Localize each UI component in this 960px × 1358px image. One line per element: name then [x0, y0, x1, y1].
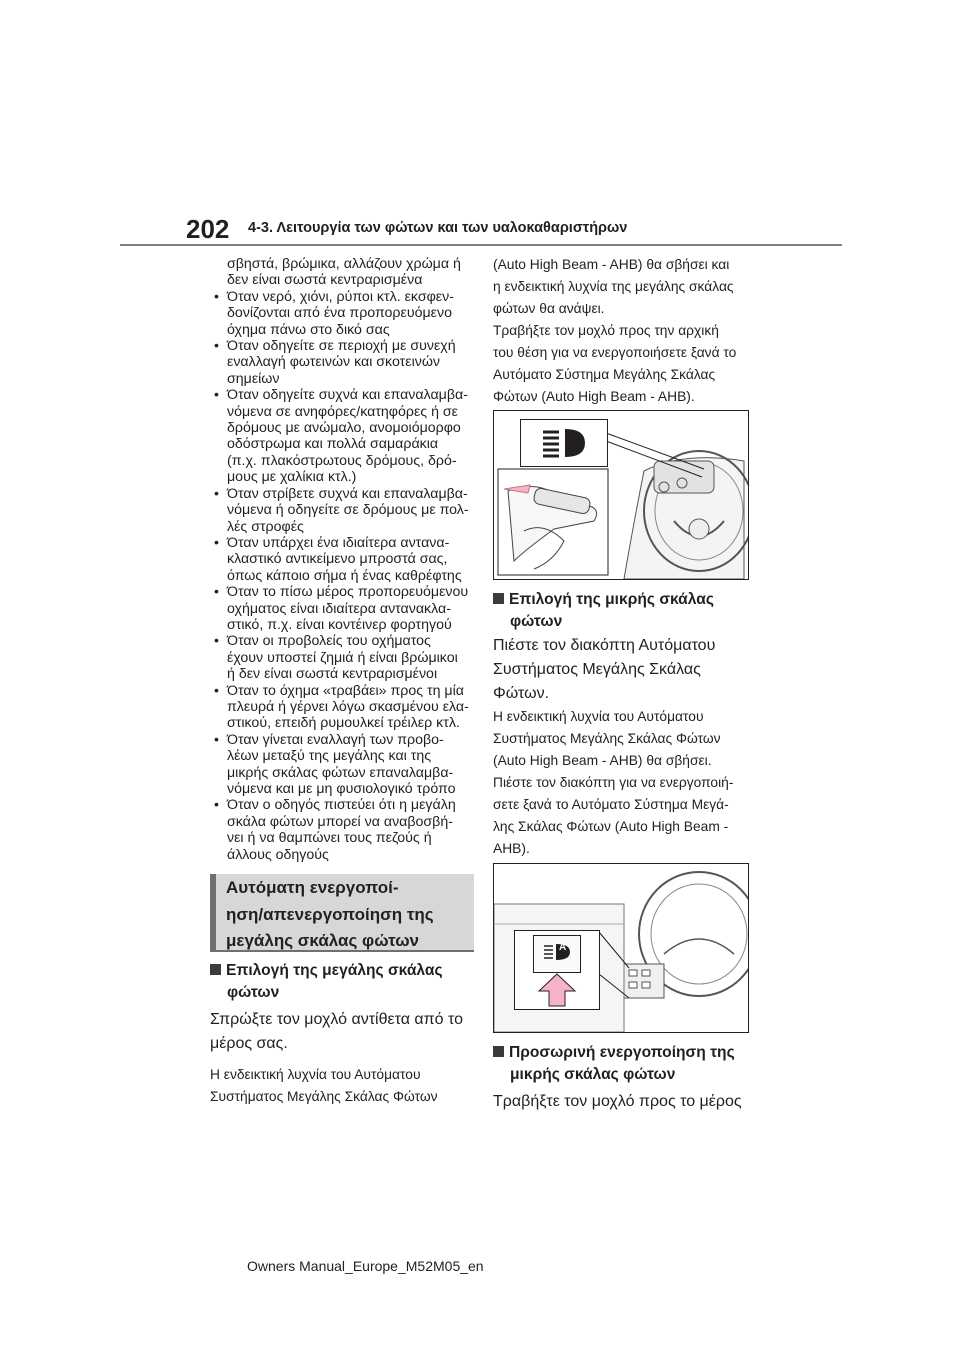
text-line: Συστήματος Μεγάλης Σκάλας Φώτων	[493, 731, 721, 746]
text-line: Σπρώξτε τον μοχλό αντίθετα από το	[210, 1011, 464, 1028]
text-line: στικό, π.χ. είναι κοντέινερ φορτηγού	[227, 616, 452, 633]
text-line: νόμενα και με μη φυσιολογικό τρόπο	[227, 781, 456, 797]
press-arrow-icon	[537, 973, 577, 1007]
text-line: Συστήματος Μεγάλης Σκάλας	[493, 661, 701, 678]
text-line: • Όταν νερό, χιόνι, ρύποι κτλ. εκσφεν-	[227, 288, 454, 305]
text-line: Η ενδεικτική λυχνία του Αυτόματου	[493, 709, 704, 724]
list-item	[210, 732, 472, 798]
text-line: η ενδεικτική λυχνία της μεγάλης σκάλας	[493, 279, 734, 294]
text-line: Η ενδεικτική λυχνία του Αυτόματου	[210, 1067, 421, 1082]
text-line: όπως κάποιο σήμα ή ένας καθρέφτης	[227, 567, 462, 584]
text-line: κλαστικό αντικείμενο μπροστά σας,	[227, 551, 448, 568]
header-rule	[120, 244, 842, 246]
text-line: έχουν υποστεί ζημιά ή είναι βρώμικοι	[227, 649, 458, 666]
text-line: μικρής σκάλας φώτων επαναλαμβα-	[227, 764, 454, 781]
subheading-line: Επιλογή της μεγάλης σκάλας	[226, 962, 443, 979]
ahb-switch-box	[514, 930, 600, 1010]
text-line: (Auto High Beam - AHB) θα σβήσει και	[493, 257, 730, 272]
text-line: Τραβήξτε τον μοχλό προς το μέρος	[493, 1093, 742, 1110]
list-item	[210, 797, 472, 863]
text-line: AHB).	[493, 841, 530, 856]
text-line: πλευρά ή γέρνει λόγω σκασμένου ελα-	[227, 698, 469, 715]
list-item	[210, 683, 472, 732]
subheading-line: μικρής σκάλας φώτων	[510, 1066, 676, 1083]
text-line: οχήματος είναι ιδιαίτερα αντανακλα-	[227, 600, 451, 617]
instruction-push-lever	[210, 1008, 472, 1056]
figure-ahb-switch	[493, 863, 749, 1033]
text-line: σημείων	[227, 370, 280, 387]
text-line: Πιέστε τον διακόπτη Αυτόματου	[493, 637, 716, 654]
text-line: μους με χαλίκια κτλ.)	[227, 469, 357, 486]
list-item	[210, 387, 472, 485]
high-beam-indicator-box	[520, 419, 608, 467]
square-bullet-icon	[210, 964, 221, 975]
section-heading-line: Αυτόματη ενεργοποί-	[226, 878, 399, 897]
chapter-title: 4-3. Λειτουργία των φώτων και των υαλοκαθαριστήρων	[248, 220, 628, 236]
text-line: δεν είναι σωστά κεντραρισμένα	[227, 272, 423, 289]
text-line: • Όταν οι προβολείς του οχήματος	[227, 633, 431, 650]
list-item	[210, 584, 472, 633]
note-indicator	[210, 1064, 472, 1108]
text-line: • Όταν γίνεται εναλλαγή των προβο-	[227, 731, 444, 748]
subheading-line: Επιλογή της μικρής σκάλας	[509, 591, 714, 608]
continued-text	[210, 256, 472, 289]
note-indicator-off	[493, 706, 763, 772]
text-line: άλλους οδηγούς	[227, 846, 329, 863]
list-item	[210, 633, 472, 682]
text-line: νόμενα σε ανηφόρες/κατηφόρες ή σε	[227, 403, 458, 420]
text-line: οδόστρωμα και πολλά σαμαράκια	[227, 436, 439, 453]
subheading-high-beam	[210, 960, 472, 1004]
list-item	[210, 486, 472, 535]
list-item	[210, 535, 472, 584]
text-line: • Όταν οδηγείτε συχνά και επαναλαμβα-	[227, 387, 468, 404]
condition-list	[210, 289, 472, 863]
text-line: Τραβήξτε τον μοχλό προς την αρχική	[493, 323, 719, 338]
figure-lever-illustration	[493, 410, 749, 580]
text-line: • Όταν στρίβετε συχνά και επαναλαμβα-	[227, 485, 468, 502]
text-line: σετε ξανά το Αυτόματο Σύστημα Μεγά-	[493, 797, 729, 812]
text-line: σβηστά, βρώμικα, αλλάζουν χρώμα ή	[227, 256, 461, 272]
text-line: μέρος σας.	[210, 1035, 288, 1052]
instruction-press-switch	[493, 634, 763, 706]
text-line: λές στροφές	[227, 518, 304, 535]
text-line: ή δεν είναι σωστά κεντραρισμένοι	[227, 666, 438, 683]
ahb-switch-button[interactable]	[533, 935, 581, 973]
subheading-line: φώτων	[227, 984, 280, 1001]
text-line: • Όταν υπάρχει ένα ιδιαίτερα αντανα-	[227, 534, 450, 551]
text-line: νει ή να θαμπώνει τους πεζούς ή	[227, 830, 432, 847]
ahb-switch-letter: A	[559, 942, 567, 953]
text-line: λέων μεταξύ της μεγάλης και της	[227, 748, 432, 765]
list-item	[210, 289, 472, 338]
subheading-low-beam	[493, 589, 763, 633]
text-line: • Όταν το όχημα «τραβάει» προς τη μία	[227, 682, 464, 699]
section-heading-line: ηση/απενεργοποίηση της	[226, 904, 434, 924]
text-line: Πιέστε τον διακόπτη για να ενεργοποιή-	[493, 775, 734, 790]
text-line: Αυτόματο Σύστημα Μεγάλης Σκάλας	[493, 367, 716, 382]
page-number: 202	[186, 214, 230, 244]
section-heading-box	[210, 874, 474, 952]
note-press-again	[493, 772, 763, 860]
text-line: λης Σκάλας Φώτων (Auto High Beam -	[493, 819, 729, 834]
text-line: Φώτων (Auto High Beam - AHB).	[493, 389, 695, 404]
text-line: εναλλαγή φωτεινών και σκοτεινών	[227, 354, 441, 371]
text-line: (Auto High Beam - AHB) θα σβήσει.	[493, 753, 712, 768]
left-column-text	[210, 256, 472, 863]
text-line: σκάλα φώτων μπορεί να αναβοσβή-	[227, 813, 453, 830]
subheading-line: Προσωρινή ενεργοποίηση της	[509, 1044, 735, 1061]
subheading-temporary-low-beam	[493, 1042, 763, 1086]
square-bullet-icon	[493, 593, 504, 604]
high-beam-indicator-icon	[521, 420, 607, 466]
list-item	[210, 338, 472, 387]
text-line: δονίζονται από ένα προπορευόμενο	[227, 305, 452, 322]
footer-text: Owners Manual_Europe_M52M05_en	[247, 1258, 484, 1274]
text-line: στικού, επειδή ρυμουλκεί τρέιλερ κτλ.	[227, 715, 460, 732]
text-line: φώτων θα ανάψει.	[493, 301, 605, 316]
text-line: όχημα πάνω στο δικό σας	[227, 321, 390, 338]
text-line: του θέση για να ενεργοποιήσετε ξανά το	[493, 345, 737, 360]
text-line: • Όταν οδηγείτε σε περιοχή με συνεχή	[227, 338, 456, 355]
text-line: (π.χ. πλακόστρωτους δρόμους, δρό-	[227, 452, 457, 469]
text-line: Συστήματος Μεγάλης Σκάλας Φώτων	[210, 1089, 438, 1104]
auto-high-beam-switch-icon	[534, 936, 580, 972]
instruction-pull-lever-toward	[493, 1090, 763, 1114]
subheading-line: φώτων	[510, 613, 563, 630]
text-line: νόμενα ή οδηγείτε σε δρόμους με πολ-	[227, 502, 469, 519]
paragraph-pull-lever	[493, 320, 763, 408]
paragraph-continued	[493, 254, 763, 320]
section-heading-line: μεγάλης σκάλας φώτων	[226, 931, 420, 950]
text-line: • Όταν το πίσω μέρος προπορευόμενου	[227, 584, 469, 601]
text-line: δρόμους με ανώμαλο, ανομοιόμορφο	[227, 420, 461, 437]
text-line: Φώτων.	[493, 685, 550, 702]
text-line: • Όταν ο οδηγός πιστεύει ότι η μεγάλη	[227, 797, 456, 814]
square-bullet-icon	[493, 1046, 504, 1057]
